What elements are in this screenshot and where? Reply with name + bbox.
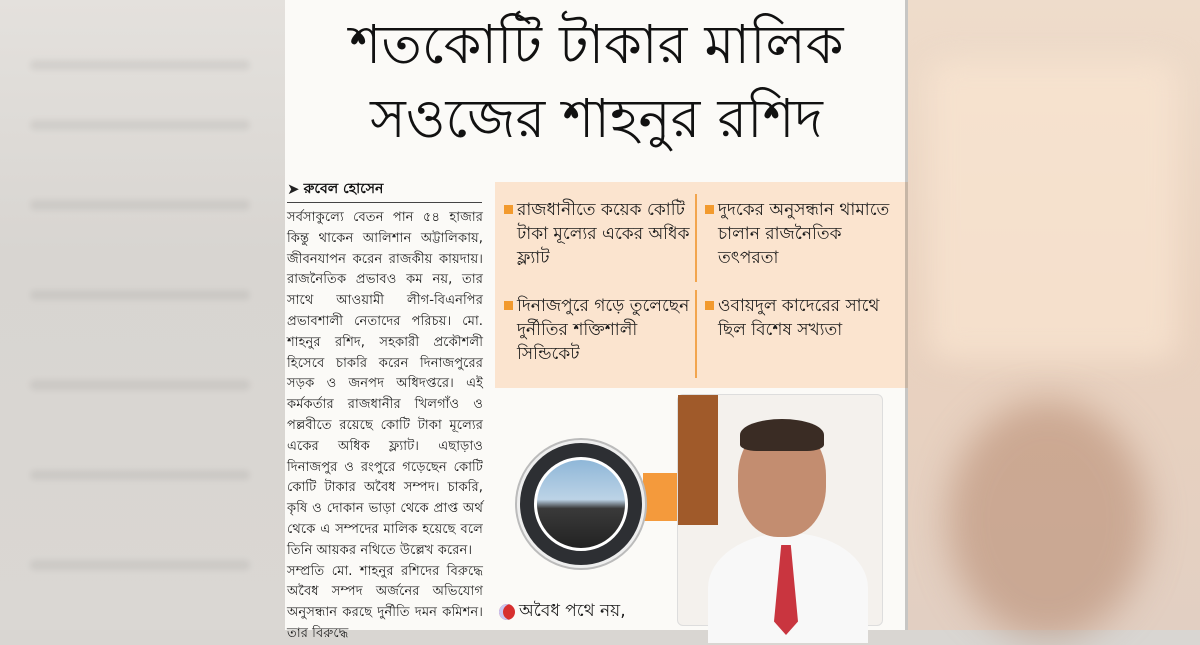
page-edge [905, 0, 908, 630]
divider [695, 290, 697, 378]
headline [285, 8, 908, 156]
bullet-square-icon [705, 301, 714, 310]
portrait-photo [677, 394, 883, 626]
article-paragraph-2: সম্প্রতি মো. শাহনুর রশিদের বিরুদ্ধে অবৈধ সম্পদ অর্জনের অভিযোগ অনুসন্ধান করছে দুর্নীতি দমন কমিশন। তার বিরুদ্ধে [287, 563, 483, 641]
author-name: রুবেল হোসেন [303, 181, 384, 197]
highlight-item: ওবায়দুল কাদেরের সাথে ছিল বিশেষ সখ্যতা [718, 294, 896, 342]
bullet-square-icon [705, 205, 714, 214]
arrow-icon: ➤ [287, 180, 300, 198]
highlight-item: রাজধানীতে কয়েক কোটি টাকা মূল্যের একের অধিক ফ্ল্যাট [517, 198, 695, 270]
divider [695, 194, 697, 282]
image-section [495, 388, 908, 630]
road-image [534, 457, 628, 551]
bullet-circle-icon [499, 604, 515, 620]
newspaper-clipping [285, 0, 908, 641]
highlights-box [495, 182, 908, 388]
bullet-square-icon [504, 205, 513, 214]
bullet-square-icon [504, 301, 513, 310]
rhd-emblem-logo [517, 440, 645, 568]
byline [287, 176, 482, 203]
highlight-item: দিনাজপুরে গড়ে তুলেছেন দুর্নীতির শক্তিশালী সিন্ডিকেট [517, 294, 695, 366]
headline-line-2: সওজের শাহনুর রশিদ [370, 87, 823, 150]
blurred-background-right [908, 0, 1200, 630]
article-body [287, 208, 483, 645]
subheading: অবৈধ পথে নয়, [499, 598, 626, 626]
highlight-item: দুদকের অনুসন্ধান থামাতে চালান রাজনৈতিক তৎপরতা [718, 198, 896, 270]
headline-line-1: শতকোটি টাকার মালিক [349, 13, 844, 76]
article-paragraph-1: সর্বসাকুল্যে বেতন পান ৫৪ হাজার কিন্তু থাকেন আলিশান অট্টালিকায়, জীবনযাপন করেন রাজকীয় কায়দায়। রাজনৈতিক প্রভাবও কম নয়, তার সাথে আওয়ামী লীগ-বিএনপির প্রভাবশালী নেতাদের পরিচয়। মো. শাহনুর রশিদ, সহকারী প্রকৌশলী হিসেবে চাকরি করেন দিনাজপুরের সড়ক ও জনপদ অধিদপ্তরে। এই কর্মকর্তার রাজধানীর খিলগাঁও ও পল্লবীতে রয়েছে কোটি টাকা মূল্যের একের অধিক ফ্ল্যাট। এছাড়াও দিনাজপুর ও রংপুরে গড়েছেন কোটি কোটি টাকার অবৈধ সম্পদ। চাকরি, কৃষি ও দোকান ভাড়া থেকে প্রাপ্ত অর্থ থেকে এ সম্পদের মালিক হয়েছে বলে তিনি আয়কর নথিতে উল্লেখ করেন। [287, 210, 483, 558]
blurred-background-left [0, 0, 285, 630]
